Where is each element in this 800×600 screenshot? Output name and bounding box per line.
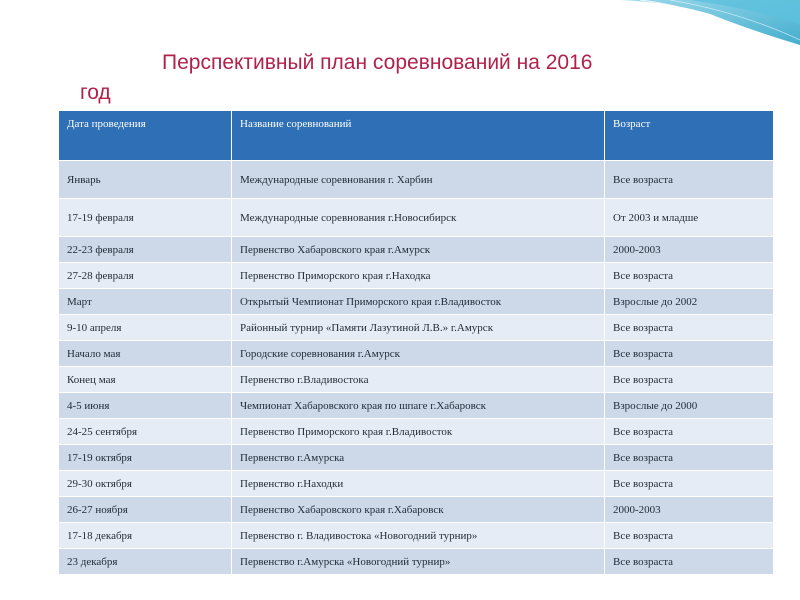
cell-name: Первенство Приморского края г.Находка <box>232 263 605 289</box>
cell-name: Международные соревнования г. Харбин <box>232 161 605 199</box>
cell-date: Март <box>59 289 232 315</box>
table-header-row <box>59 111 774 161</box>
cell-age: От 2003 и младше <box>605 199 774 237</box>
table-row <box>59 341 774 367</box>
header-name: Название соревнований <box>232 111 605 161</box>
cell-age: Все возраста <box>605 445 774 471</box>
cell-date: 24-25 сентября <box>59 419 232 445</box>
cell-date: Январь <box>59 161 232 199</box>
cell-date: Конец мая <box>59 367 232 393</box>
cell-age: Взрослые до 2000 <box>605 393 774 419</box>
cell-date: 17-19 октября <box>59 445 232 471</box>
cell-name: Первенство г.Амурска «Новогодний турнир» <box>232 549 605 575</box>
table-row <box>59 237 774 263</box>
title-line-2: год <box>80 81 111 104</box>
cell-name: Открытый Чемпионат Приморского края г.Владивосток <box>232 289 605 315</box>
cell-age: Все возраста <box>605 263 774 289</box>
cell-name: Первенство Хабаровского края г.Хабаровск <box>232 497 605 523</box>
cell-age: Все возраста <box>605 341 774 367</box>
cell-name: Первенство Приморского края г.Владивосток <box>232 419 605 445</box>
table-row <box>59 315 774 341</box>
table-row <box>59 263 774 289</box>
cell-date: 27-28 февраля <box>59 263 232 289</box>
cell-name: Первенство Хабаровского края г.Амурск <box>232 237 605 263</box>
cell-date: 9-10 апреля <box>59 315 232 341</box>
table-row <box>59 419 774 445</box>
cell-date: 17-18 декабря <box>59 523 232 549</box>
cell-age: Все возраста <box>605 419 774 445</box>
cell-age: Все возраста <box>605 523 774 549</box>
cell-date: 22-23 февраля <box>59 237 232 263</box>
cell-name: Чемпионат Хабаровского края по шпаге г.Хабаровск <box>232 393 605 419</box>
cell-date: 26-27 ноября <box>59 497 232 523</box>
cell-age: Все возраста <box>605 161 774 199</box>
competition-table <box>58 110 774 575</box>
table-row <box>59 199 774 237</box>
table-row <box>59 497 774 523</box>
cell-age: Все возраста <box>605 315 774 341</box>
cell-name: Районный турнир «Памяти Лазутиной Л.В.» г.Амурск <box>232 315 605 341</box>
cell-age: Все возраста <box>605 471 774 497</box>
table-row <box>59 367 774 393</box>
table-row <box>59 549 774 575</box>
cell-age: Все возраста <box>605 367 774 393</box>
cell-age: 2000-2003 <box>605 497 774 523</box>
cell-age: Все возраста <box>605 549 774 575</box>
cell-date: Начало мая <box>59 341 232 367</box>
table-row <box>59 445 774 471</box>
cell-name: Первенство г.Амурска <box>232 445 605 471</box>
cell-date: 23 декабря <box>59 549 232 575</box>
table-row <box>59 161 774 199</box>
cell-name: Первенство г.Владивостока <box>232 367 605 393</box>
decorative-corner <box>610 0 800 60</box>
cell-name: Международные соревнования г.Новосибирск <box>232 199 605 237</box>
table-row <box>59 523 774 549</box>
cell-name: Городские соревнования г.Амурск <box>232 341 605 367</box>
cell-name: Первенство г. Владивостока «Новогодний турнир» <box>232 523 605 549</box>
header-date: Дата проведения <box>59 111 232 161</box>
header-age: Возраст <box>605 111 774 161</box>
cell-date: 17-19 февраля <box>59 199 232 237</box>
table-row <box>59 393 774 419</box>
cell-date: 29-30 октября <box>59 471 232 497</box>
title-line-1: Перспективный план соревнований на 2016 <box>162 51 593 74</box>
cell-age: Взрослые до 2002 <box>605 289 774 315</box>
cell-age: 2000-2003 <box>605 237 774 263</box>
cell-date: 4-5 июня <box>59 393 232 419</box>
cell-name: Первенство г.Находки <box>232 471 605 497</box>
table-row <box>59 289 774 315</box>
table-row <box>59 471 774 497</box>
